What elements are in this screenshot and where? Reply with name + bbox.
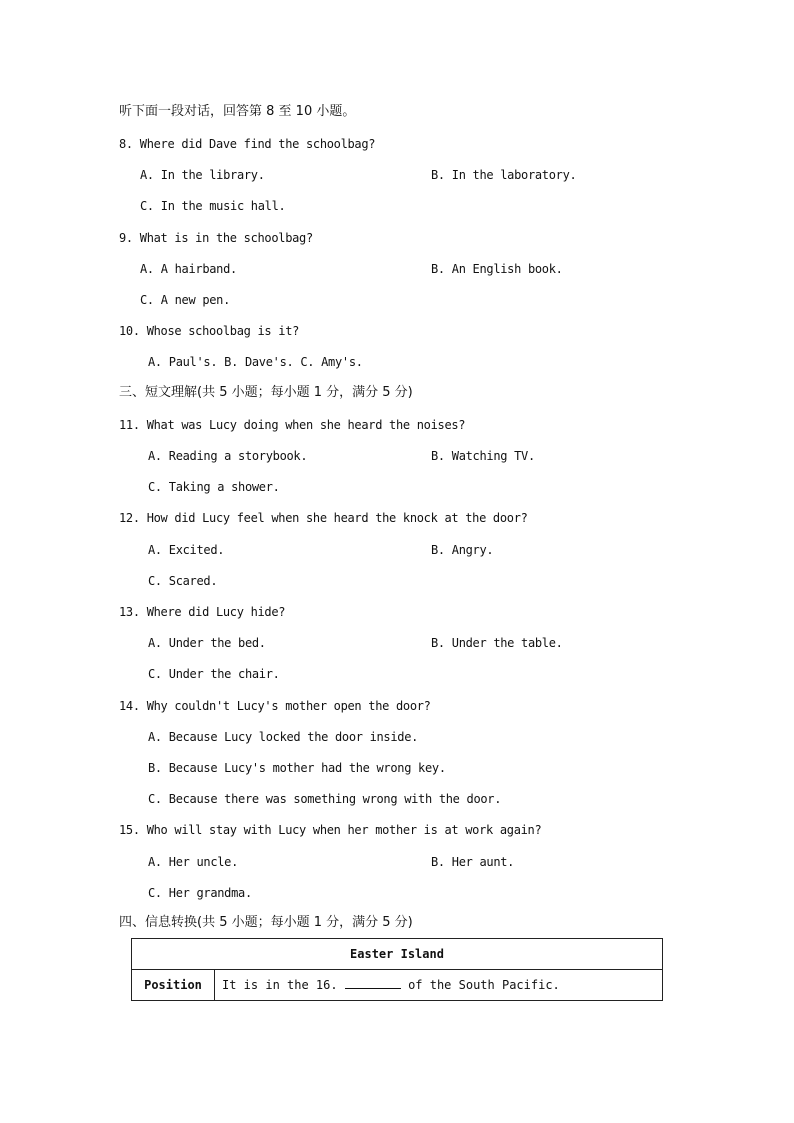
q8-option-a: A. In the library. (140, 168, 265, 182)
q12-option-a: A. Excited. (148, 543, 225, 557)
q11-option-c: C. Taking a shower. (148, 480, 280, 494)
question-14: 14. Why couldn't Lucy's mother open the door? (119, 699, 431, 713)
q13-option-a: A. Under the bed. (148, 636, 266, 650)
q15-option-c: C. Her grandma. (148, 886, 252, 900)
table-row (132, 970, 663, 1001)
q14-option-b: B. Because Lucy's mother had the wrong key. (148, 761, 446, 775)
q13-option-c: C. Under the chair. (148, 667, 280, 681)
q15-option-a: A. Her uncle. (148, 855, 239, 869)
q11-option-b: B. Watching TV. (431, 449, 535, 463)
row-content-position (215, 970, 663, 1001)
question-9: 9. What is in the schoolbag? (119, 231, 313, 245)
table-title: Easter Island (132, 939, 663, 970)
q11-option-a: A. Reading a storybook. (148, 449, 308, 463)
info-table (131, 938, 663, 1001)
q8-option-b: B. In the laboratory. (431, 168, 577, 182)
section-3-title: 三、短文理解(共 5 小题；每小题 1 分，满分 5 分) (119, 385, 413, 400)
question-15: 15. Who will stay with Lucy when her mother is at work again? (119, 823, 542, 837)
q14-option-c: C. Because there was something wrong with the door. (148, 792, 502, 806)
question-8: 8. Where did Dave find the schoolbag? (119, 137, 376, 151)
q9-option-b: B. An English book. (431, 262, 563, 276)
section-4-title: 四、信息转换(共 5 小题；每小题 1 分，满分 5 分) (119, 915, 413, 930)
table-header-row (132, 939, 663, 970)
q14-option-a: A. Because Lucy locked the door inside. (148, 730, 419, 744)
q10-options: A. Paul's. B. Dave's. C. Amy's. (148, 355, 363, 369)
row-text-before: It is in the 16. (222, 978, 338, 992)
question-11: 11. What was Lucy doing when she heard the noises? (119, 418, 466, 432)
q9-option-a: A. A hairband. (140, 262, 237, 276)
question-13: 13. Where did Lucy hide? (119, 605, 286, 619)
row-label-position: Position (132, 970, 215, 1001)
q12-option-c: C. Scared. (148, 574, 218, 588)
answer-blank-16[interactable] (345, 978, 401, 989)
section-intro: 听下面一段对话，回答第 8 至 10 小题。 (119, 104, 356, 119)
question-12: 12. How did Lucy feel when she heard the knock at the door? (119, 511, 528, 525)
q12-option-b: B. Angry. (431, 543, 494, 557)
question-10: 10. Whose schoolbag is it? (119, 324, 300, 338)
q13-option-b: B. Under the table. (431, 636, 563, 650)
q8-option-c: C. In the music hall. (140, 199, 286, 213)
row-text-after: of the South Pacific. (408, 978, 560, 992)
q9-option-c: C. A new pen. (140, 293, 231, 307)
q15-option-b: B. Her aunt. (431, 855, 515, 869)
